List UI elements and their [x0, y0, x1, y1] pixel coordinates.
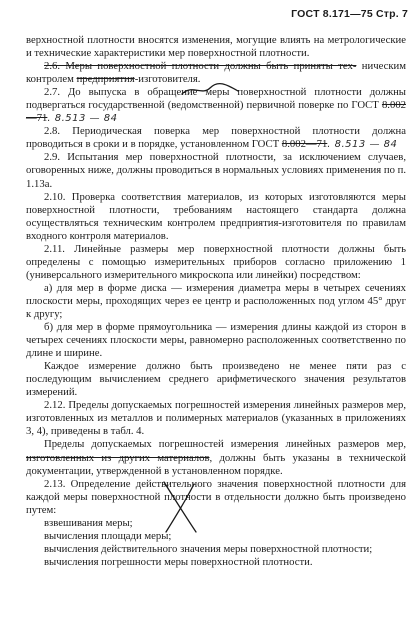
paragraph-2-8 — [26, 125, 406, 151]
text-segment: 2.8. Периодическая поверка мер поверхностной плотности должна проводиться в сроки и в порядке, установленном ГОСТ — [26, 125, 406, 151]
paragraph-each-measurement: Каждое измерение должно быть произведено не менее пяти раз с последующим вычислением среднего арифметического значения результатов измерений. — [26, 360, 406, 399]
struck-text: предприятия — [76, 73, 135, 86]
list-item: вычисления действительного значения меры поверхностной плотности; — [44, 542, 373, 555]
struck-text: изготовленных из других материалов — [26, 451, 210, 464]
list-item: вычисления погрешности меры поверхностной плотности. — [44, 555, 313, 568]
text-segment: -изготовителя. — [134, 73, 201, 86]
list-item: вычисления площади меры; — [44, 529, 172, 542]
page-header: ГОСТ 8.171—75 Стр. 7 — [291, 8, 408, 20]
list-item-a: а) для мер в форме диска — измерения диаметра меры в четырех сечениях плоскости меры, проходящих через ее центр и расположенных под углом 45° друг к другу; — [26, 281, 406, 320]
document-body — [26, 34, 406, 569]
struck-text: 8.002—71 — [281, 138, 328, 151]
paragraph-2-7 — [26, 86, 406, 125]
list-item-b: б) для мер в форме прямоугольника — измерения длины каждой из сторон в четырех сечениях плоскости меры, равномерно расположенных соответственно по длине и ширине. — [26, 321, 406, 360]
text-segment: ническим контролем — [26, 60, 407, 86]
paragraph-limits — [26, 438, 406, 477]
paragraph-2-10: 2.10. Проверка соответствия материалов, из которых изготовляются меры поверхностной плотности, требованиям настоящего стандарта должна осуществляться техническим контролем предприятия-изготовителя по правилам входного контроля материалов. — [26, 190, 406, 242]
text-segment: Пределы допускаемых погрешностей измерения линейных размеров мер, — [44, 438, 406, 451]
paragraph-intro: верхностной плотности вносятся изменения, могущие влиять на метрологические и технические характеристики мер поверхностной плотности. — [26, 34, 406, 60]
text-segment: 2.7. До выпуска в обращение меры поверхностной плотности должны подвергаться государственной (ведомственной) первичной поверке по ГОСТ — [26, 86, 406, 112]
text-segment: , должны быть указаны в технической документации, утвержденной в установленном порядке. — [26, 451, 406, 477]
list-item: взвешивания меры; — [44, 516, 133, 529]
struck-text: 2.6. Меры поверхностной плотности должны быть приняты тех- — [44, 60, 357, 73]
paragraph-2-13: 2.13. Определение действительного значения поверхностной плотности для каждой меры поверхностной плотности в отдельности должно быть произведено путем: — [26, 477, 406, 516]
handwritten-correction: . 8.513 — 84 — [327, 139, 398, 151]
struck-text: 8.002—71 — [26, 99, 406, 125]
paragraph-2-6 — [26, 60, 406, 86]
paragraph-2-12: 2.12. Пределы допускаемых погрешностей измерения линейных размеров мер, изготовленных из металлов и полимерных материалов (указанных в приложениях 3, 4), приведены в табл. 4. — [26, 399, 406, 438]
paragraph-2-11: 2.11. Линейные размеры мер поверхностной плотности должны быть определены с помощью измерительных приборов согласно приложению 1 (универсального измерительного микроскопа или линейки) посредством: — [26, 242, 406, 281]
paragraph-2-9: 2.9. Испытания мер поверхностной плотности, за исключением случаев, оговоренных ниже, должны проводиться в нормальных условиях применения по п. 1.13а. — [26, 151, 406, 190]
handwritten-correction: . 8.513 — 84 — [47, 113, 118, 125]
